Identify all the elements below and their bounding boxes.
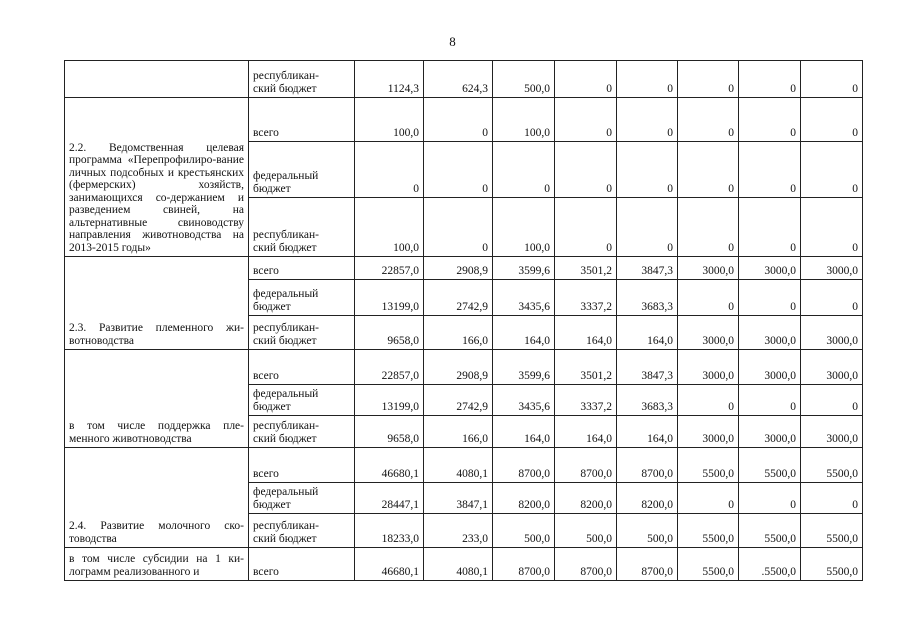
value-cell: 3000,0: [739, 316, 801, 350]
value-cell: 0: [739, 98, 801, 142]
value-cell: 0: [678, 280, 739, 316]
value-cell: 3435,6: [493, 385, 555, 416]
value-cell: 3501,2: [555, 350, 617, 385]
funding-source-cell: республикан- ский бюджет: [249, 316, 355, 350]
value-cell: 0: [678, 198, 739, 257]
program-name-cell: 2.4. Развитие молочного ско-товодства: [65, 448, 249, 548]
value-cell: 3000,0: [801, 350, 863, 385]
value-cell: 3000,0: [678, 350, 739, 385]
funding-source-cell: республикан- ский бюджет: [249, 416, 355, 448]
funding-source-cell: республикан- ский бюджет: [249, 514, 355, 548]
value-cell: 5500,0: [678, 514, 739, 548]
value-cell: 0: [801, 198, 863, 257]
value-cell: 13199,0: [355, 385, 424, 416]
funding-source-cell: всего: [249, 350, 355, 385]
value-cell: 5500,0: [678, 448, 739, 483]
value-cell: 0: [801, 280, 863, 316]
value-cell: 500,0: [493, 514, 555, 548]
value-cell: 0: [678, 142, 739, 198]
value-cell: 500,0: [617, 514, 678, 548]
value-cell: 5500,0: [678, 548, 739, 581]
program-name-cell: [65, 61, 249, 98]
value-cell: 8200,0: [493, 483, 555, 514]
value-cell: 3000,0: [678, 316, 739, 350]
table-row: [65, 448, 863, 483]
value-cell: 3000,0: [739, 416, 801, 448]
program-name-cell: в том числе поддержка пле-менного животноводства: [65, 350, 249, 448]
funding-source-cell: республикан- ский бюджет: [249, 61, 355, 98]
value-cell: 166,0: [424, 316, 493, 350]
value-cell: 0: [678, 385, 739, 416]
budget-table: [64, 60, 863, 581]
funding-source-cell: всего: [249, 98, 355, 142]
value-cell: 0: [739, 142, 801, 198]
value-cell: 22857,0: [355, 350, 424, 385]
value-cell: 0: [617, 142, 678, 198]
value-cell: 3000,0: [801, 416, 863, 448]
value-cell: 3000,0: [801, 257, 863, 280]
value-cell: .5500,0: [739, 548, 801, 581]
table-row: [65, 61, 863, 98]
value-cell: 3000,0: [739, 257, 801, 280]
value-cell: 8200,0: [617, 483, 678, 514]
table-row: [65, 98, 863, 142]
value-cell: 0: [424, 142, 493, 198]
value-cell: 3000,0: [678, 416, 739, 448]
value-cell: 624,3: [424, 61, 493, 98]
value-cell: 3000,0: [739, 350, 801, 385]
value-cell: 5500,0: [801, 448, 863, 483]
program-name-cell: 2.3. Развитие племенного жи-вотноводства: [65, 257, 249, 350]
table-row: [65, 548, 863, 581]
value-cell: 0: [678, 483, 739, 514]
value-cell: 0: [424, 98, 493, 142]
value-cell: 0: [555, 142, 617, 198]
funding-source-cell: федеральный бюджет: [249, 280, 355, 316]
value-cell: 2908,9: [424, 257, 493, 280]
value-cell: 100,0: [493, 198, 555, 257]
value-cell: 0: [555, 198, 617, 257]
program-name-cell: в том числе субсидии на 1 ки-лограмм реализованного и: [65, 548, 249, 581]
value-cell: 0: [739, 61, 801, 98]
program-name-cell: 2.2. Ведомственная целевая программа «Перепрофилиро-вание личных подсобных и крестьянских (фермерских) хозяйств, занимающихся со-держанием и разведением свиней, на альтернативные свиноводству направления животноводства на 2013-2015 годы»: [65, 98, 249, 257]
funding-source-cell: федеральный бюджет: [249, 483, 355, 514]
value-cell: 100,0: [355, 98, 424, 142]
value-cell: 233,0: [424, 514, 493, 548]
funding-source-cell: федеральный бюджет: [249, 142, 355, 198]
value-cell: 8700,0: [555, 548, 617, 581]
value-cell: 500,0: [493, 61, 555, 98]
funding-source-cell: всего: [249, 448, 355, 483]
value-cell: 0: [555, 61, 617, 98]
value-cell: 2742,9: [424, 385, 493, 416]
value-cell: 2908,9: [424, 350, 493, 385]
funding-source-cell: всего: [249, 257, 355, 280]
value-cell: 3000,0: [678, 257, 739, 280]
value-cell: 3847,3: [617, 257, 678, 280]
value-cell: 100,0: [493, 98, 555, 142]
value-cell: 5500,0: [739, 514, 801, 548]
value-cell: 164,0: [617, 316, 678, 350]
value-cell: 3435,6: [493, 280, 555, 316]
value-cell: 8700,0: [617, 548, 678, 581]
value-cell: 0: [678, 98, 739, 142]
value-cell: 3847,1: [424, 483, 493, 514]
value-cell: 8700,0: [493, 448, 555, 483]
value-cell: 0: [355, 142, 424, 198]
value-cell: 5500,0: [801, 514, 863, 548]
value-cell: 0: [739, 280, 801, 316]
value-cell: 0: [739, 198, 801, 257]
value-cell: 0: [493, 142, 555, 198]
table-row: [65, 257, 863, 280]
value-cell: 4080,1: [424, 548, 493, 581]
value-cell: 0: [801, 98, 863, 142]
value-cell: 3683,3: [617, 385, 678, 416]
value-cell: 8200,0: [555, 483, 617, 514]
value-cell: 28447,1: [355, 483, 424, 514]
value-cell: 3847,3: [617, 350, 678, 385]
value-cell: 13199,0: [355, 280, 424, 316]
value-cell: 100,0: [355, 198, 424, 257]
value-cell: 0: [801, 142, 863, 198]
value-cell: 3337,2: [555, 280, 617, 316]
value-cell: 0: [617, 61, 678, 98]
value-cell: 3337,2: [555, 385, 617, 416]
value-cell: 18233,0: [355, 514, 424, 548]
funding-source-cell: федеральный бюджет: [249, 385, 355, 416]
value-cell: 3000,0: [801, 316, 863, 350]
value-cell: 3501,2: [555, 257, 617, 280]
value-cell: 9658,0: [355, 416, 424, 448]
value-cell: 164,0: [493, 416, 555, 448]
value-cell: 2742,9: [424, 280, 493, 316]
value-cell: 5500,0: [739, 448, 801, 483]
value-cell: 0: [801, 61, 863, 98]
value-cell: 0: [555, 98, 617, 142]
value-cell: 164,0: [555, 316, 617, 350]
value-cell: 8700,0: [617, 448, 678, 483]
value-cell: 5500,0: [801, 548, 863, 581]
value-cell: 0: [617, 198, 678, 257]
value-cell: 0: [739, 385, 801, 416]
value-cell: 0: [739, 483, 801, 514]
value-cell: 166,0: [424, 416, 493, 448]
value-cell: 164,0: [493, 316, 555, 350]
value-cell: 3599,6: [493, 350, 555, 385]
value-cell: 3683,3: [617, 280, 678, 316]
value-cell: 4080,1: [424, 448, 493, 483]
value-cell: 46680,1: [355, 448, 424, 483]
value-cell: 500,0: [555, 514, 617, 548]
value-cell: 8700,0: [555, 448, 617, 483]
value-cell: 9658,0: [355, 316, 424, 350]
value-cell: 1124,3: [355, 61, 424, 98]
value-cell: 0: [801, 483, 863, 514]
table-row: [65, 350, 863, 385]
funding-source-cell: республикан- ский бюджет: [249, 198, 355, 257]
value-cell: 164,0: [555, 416, 617, 448]
page-number: 8: [449, 34, 456, 49]
value-cell: 164,0: [617, 416, 678, 448]
funding-source-cell: всего: [249, 548, 355, 581]
value-cell: 0: [678, 61, 739, 98]
value-cell: 0: [801, 385, 863, 416]
value-cell: 8700,0: [493, 548, 555, 581]
value-cell: 0: [617, 98, 678, 142]
value-cell: 46680,1: [355, 548, 424, 581]
value-cell: 3599,6: [493, 257, 555, 280]
value-cell: 22857,0: [355, 257, 424, 280]
value-cell: 0: [424, 198, 493, 257]
